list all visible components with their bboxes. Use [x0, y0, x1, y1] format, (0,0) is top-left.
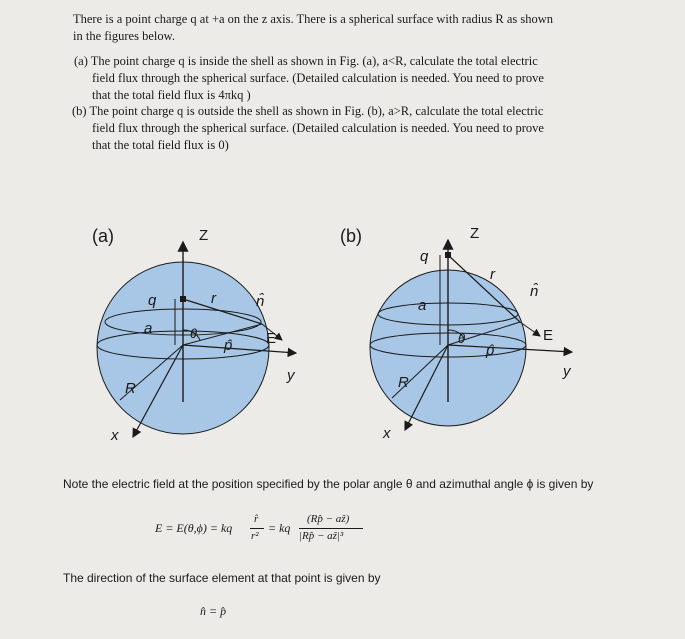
figure-a-r-label: r [211, 290, 216, 307]
eq-frac2-den: |Rp̂ − aẑ|³ [299, 530, 344, 542]
figure-a-n-label: n̂ [256, 293, 265, 310]
note-line-2: The direction of the surface element at that point is given by [63, 571, 381, 585]
eq-frac1-den: r² [251, 530, 259, 542]
figure-a-tag: (a) [92, 226, 114, 246]
figure-b-r-label: r [490, 266, 495, 283]
part-a-line-2: field flux through the spherical surface. (Detailed calculation is needed. You need to prove [92, 71, 544, 85]
figure-b-y-label: y [563, 363, 571, 380]
eq-frac2-num: (Rp̂ − aẑ) [307, 513, 350, 525]
figure-b-R-label: R [398, 374, 409, 391]
figure-b-a-label: a [418, 297, 427, 314]
intro-line-1: There is a point charge q at +a on the z axis. There is a spherical surface with radius R as shown [73, 12, 554, 26]
figure-a-p-label: p̂ [224, 337, 233, 354]
figure-b-p-label: p̂ [486, 342, 495, 359]
figure-a-a-label: a [144, 320, 153, 337]
figure-b-theta-label: θ [458, 331, 466, 346]
part-a-line-3: that the total field flux is 4πkq ) [92, 88, 251, 102]
part-a-line-1: (a) The point charge q is inside the shell as shown in Fig. (a), a<R, calculate the total electric [74, 54, 538, 68]
part-b-line-3: that the total field flux is 0) [92, 138, 229, 152]
figure-a-E-label: E [266, 330, 277, 347]
figure-a-R-label: R [125, 380, 136, 397]
figure-b-n-label: n̂ [530, 283, 539, 300]
figure-a-q-label: q [148, 292, 157, 309]
figure-a-z-label: Z [199, 227, 209, 244]
figure-a-y-label: y [287, 367, 295, 384]
figure-b-z-label: Z [470, 225, 480, 242]
eq-left: E = E(θ,ϕ) = kq [155, 521, 233, 535]
figure-b-tag: (b) [340, 226, 362, 246]
part-b-line-1: (b) The point charge q is outside the shell as shown in Fig. (b), a>R, calculate the total electric [72, 104, 544, 118]
figure-b-q-label: q [420, 248, 429, 265]
figure-b [370, 240, 572, 430]
normal-equation: n̂ = p̂ [200, 604, 227, 618]
figure-b-E-label: E [543, 327, 554, 344]
note-line-1: Note the electric field at the position specified by the polar angle θ and azimuthal angle ϕ is given by [63, 477, 594, 491]
part-b-line-2: field flux through the spherical surface. (Detailed calculation is needed. You need to prove [92, 121, 544, 135]
eq-frac1-num: r̂ [254, 513, 259, 525]
eq-mid: = kq [268, 521, 291, 535]
intro-line-2: in the figures below. [73, 29, 175, 43]
figure-b-x-label: x [383, 425, 391, 442]
figure-a-x-label: x [111, 427, 119, 444]
figure-a-theta-label: θ [190, 326, 198, 341]
